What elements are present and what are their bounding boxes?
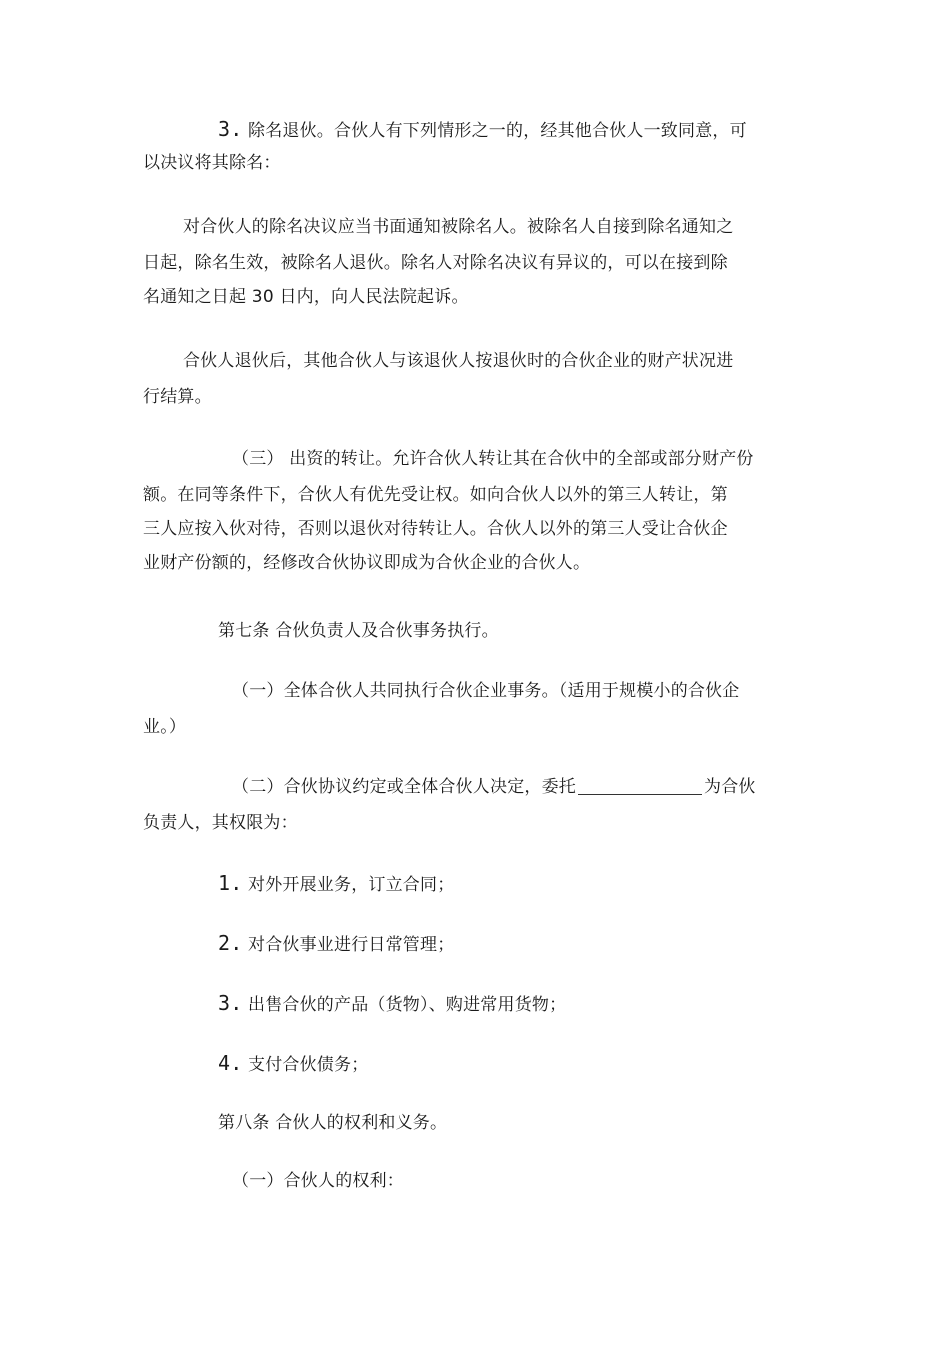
item-text: 对外开展业务，订立合同；: [248, 875, 455, 895]
paragraph-notice-first: [183, 210, 733, 244]
item-number: 1.: [218, 871, 243, 895]
list-item: [218, 1046, 368, 1080]
article-seven-heading: [218, 614, 499, 648]
paragraph-notice-rest: [143, 246, 728, 314]
item-number: 4.: [218, 1051, 243, 1075]
paragraph-text: （一）全体合伙人共同执行合伙企业事务。（适用于规模小的合伙企: [232, 681, 740, 701]
list-item: [218, 986, 566, 1020]
paragraph-text: 额。在同等条件下，合伙人有优先受让权。如向合伙人以外的第三人转让，第: [143, 485, 728, 505]
paragraph-transfer-rest: [143, 478, 728, 580]
paragraph-text: 业。）: [143, 717, 187, 737]
section-heading: 第八条 合伙人的权利和义务。: [218, 1113, 448, 1133]
article-eight-heading: [218, 1106, 447, 1140]
paragraph-expulsion: [218, 112, 747, 146]
item-text: 支付合伙债务；: [248, 1055, 369, 1075]
list-item: [218, 926, 454, 960]
fill-in-blank[interactable]: [578, 776, 702, 795]
paragraph-text: 行结算。: [143, 387, 212, 407]
item-number: 2.: [218, 931, 243, 955]
item-number: 3.: [218, 991, 243, 1015]
paragraph-text: 日起，除名生效，被除名人退伙。除名人对除名决议有异议的，可以在接到除: [143, 253, 728, 273]
item-text: 出售合伙的产品（货物）、购进常用货物；: [248, 995, 567, 1015]
paragraph-joint-execution-rest: [143, 710, 186, 744]
paragraph-settlement-first: [183, 344, 733, 378]
paragraph-delegation-first: [232, 770, 756, 804]
list-item: [218, 866, 454, 900]
paragraph-settlement-rest: [143, 380, 212, 414]
paragraph-transfer-first: [232, 442, 754, 476]
paragraph-text: 对合伙人的除名决议应当书面通知被除名人。被除名人自接到除名通知之: [183, 217, 734, 237]
paragraph-expulsion-cont: [143, 146, 281, 180]
paragraph-text: （一）合伙人的权利：: [232, 1171, 404, 1191]
paragraph-text: 除名退伙。合伙人有下列情形之一的，经其他合伙人一致同意，可: [248, 121, 747, 141]
paragraph-text: 三人应按入伙对待，否则以退伙对待转让人。合伙人以外的第三人受让合伙企: [143, 519, 728, 539]
item-number: 3.: [218, 117, 243, 141]
section-heading: 第七条 合伙负责人及合伙事务执行。: [218, 621, 499, 641]
paragraph-text: 合伙人退伙后，其他合伙人与该退伙人按退伙时的合伙企业的财产状况进: [183, 351, 734, 371]
item-text: 对合伙事业进行日常管理；: [248, 935, 455, 955]
paragraph-delegation-rest: [143, 806, 298, 840]
paragraph-text: （三） 出资的转让。允许合伙人转让其在合伙中的全部或部分财产份: [232, 449, 754, 469]
paragraph-text: 业财产份额的，经修改合伙协议即成为合伙企业的合伙人。: [143, 553, 591, 573]
paragraph-partner-rights: [232, 1164, 404, 1198]
paragraph-text: 以决议将其除名：: [143, 153, 281, 173]
paragraph-text: 名通知之日起 30 日内，向人民法院起诉。: [143, 287, 469, 307]
paragraph-text: （二）合伙协议约定或全体合伙人决定，委托: [232, 777, 576, 797]
paragraph-joint-execution-first: [232, 674, 740, 708]
paragraph-text: 负责人，其权限为：: [143, 813, 298, 833]
paragraph-text: 为合伙: [704, 777, 756, 797]
